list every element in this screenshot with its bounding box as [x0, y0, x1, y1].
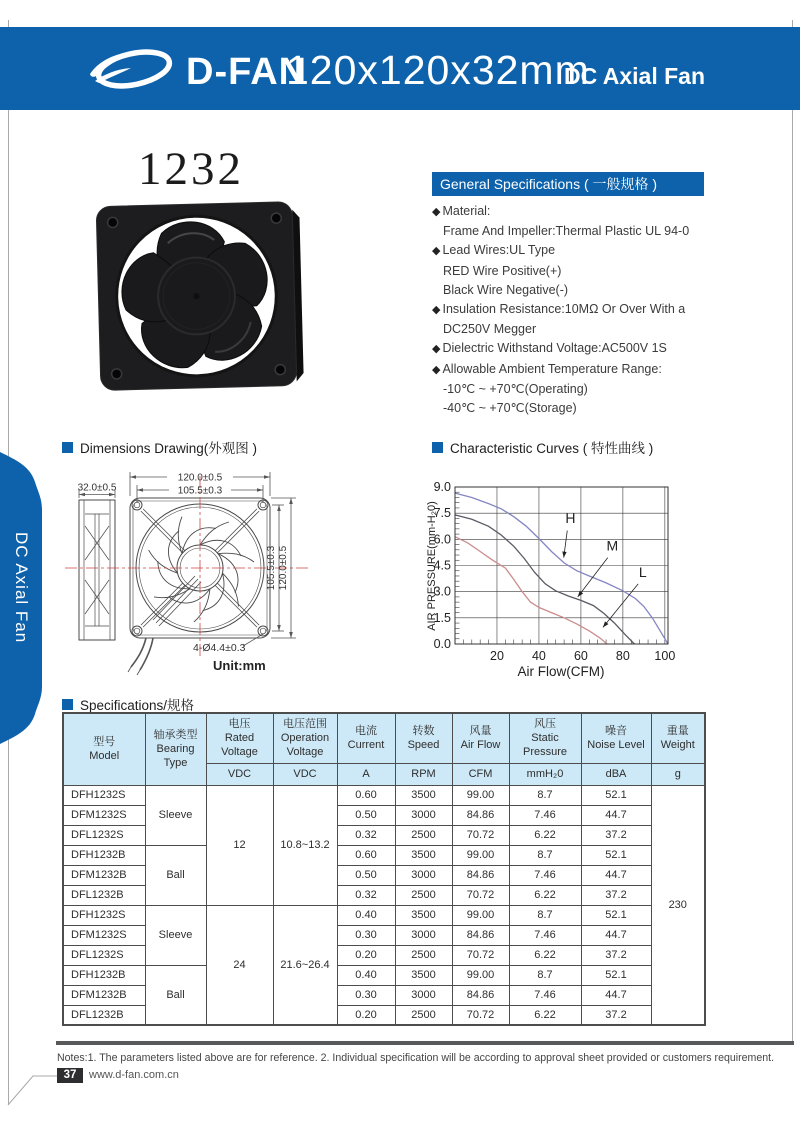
chart-x-tick: 60: [573, 649, 588, 663]
model-number: 1232: [138, 143, 244, 195]
table-cell: 37.2: [581, 885, 651, 905]
page-corner-line: [0, 1070, 60, 1115]
table-cell: 10.8~13.2: [273, 785, 337, 905]
table-cell: DFM1232S: [63, 925, 145, 945]
dim-holes-callout: 4-Ø4.4±0.3: [193, 642, 246, 654]
table-cell: 12: [206, 785, 273, 905]
table-cell: 0.32: [337, 885, 395, 905]
table-cell: 7.46: [509, 985, 581, 1005]
diamond-bullet-icon: ◆: [432, 343, 441, 356]
table-cell: 99.00: [452, 905, 509, 925]
table-cell: 7.46: [509, 925, 581, 945]
diamond-bullet-icon: ◆: [432, 245, 441, 258]
column-unit: CFM: [452, 763, 509, 785]
table-cell: 99.00: [452, 965, 509, 985]
table-cell: 0.50: [337, 865, 395, 885]
chart-y-tick: 3.0: [433, 584, 451, 599]
table-cell: 7.46: [509, 805, 581, 825]
dim-thickness: 32.0±0.5: [77, 482, 117, 494]
chart-x-axis-label: Air Flow(CFM): [517, 664, 605, 679]
brand-logo-icon: [86, 44, 182, 94]
characteristic-curves-chart: [425, 480, 770, 680]
general-specs-header: General Specifications ( 一般规格 ): [432, 172, 704, 196]
general-spec-item: Frame And Impeller:Thermal Plastic UL 94-0: [443, 224, 690, 239]
table-cell: Ball: [145, 965, 206, 1025]
table-cell: 37.2: [581, 945, 651, 965]
table-cell: DFL1232S: [63, 945, 145, 965]
general-spec-item: -10℃ ~ +70℃(Operating): [443, 381, 588, 396]
table-cell: 84.86: [452, 805, 509, 825]
table-cell: 37.2: [581, 1005, 651, 1025]
table-cell: 44.7: [581, 865, 651, 885]
column-unit: mmH₂0: [509, 763, 581, 785]
curve-label-M: M: [606, 537, 619, 554]
table-cell: 7.46: [509, 865, 581, 885]
table-cell: DFL1232B: [63, 1005, 145, 1025]
table-cell: 3500: [395, 845, 452, 865]
column-unit: A: [337, 763, 395, 785]
table-cell: DFM1232B: [63, 865, 145, 885]
diamond-bullet-icon: ◆: [432, 363, 441, 376]
table-cell: 6.22: [509, 825, 581, 845]
table-cell: 0.30: [337, 925, 395, 945]
table-cell: 0.32: [337, 825, 395, 845]
table-cell: 2500: [395, 825, 452, 845]
table-cell: 44.7: [581, 925, 651, 945]
table-cell: 6.22: [509, 945, 581, 965]
section-bullet-icon: [62, 442, 73, 453]
column-unit: dBA: [581, 763, 651, 785]
section-bullet-icon: [62, 699, 73, 710]
dimensions-section-title: [62, 437, 257, 457]
table-cell: 2500: [395, 1005, 452, 1025]
table-cell: 2500: [395, 945, 452, 965]
table-cell: 3500: [395, 905, 452, 925]
diamond-bullet-icon: ◆: [432, 206, 441, 218]
table-row: [63, 785, 705, 805]
column-header: 电压 Rated Voltage: [206, 713, 273, 763]
sidebar-category-label: DC Axial Fan: [12, 532, 31, 644]
column-header: 电压范围 Operation Voltage: [273, 713, 337, 763]
table-cell: 24: [206, 905, 273, 1025]
general-specs-list: [432, 202, 782, 418]
table-cell: 0.60: [337, 785, 395, 805]
table-cell: DFL1232B: [63, 885, 145, 905]
chart-y-tick: 6.0: [433, 532, 451, 547]
product-size-title: 120x120x32mm: [286, 47, 590, 93]
column-header: 转数 Speed: [395, 713, 452, 763]
column-header: 风量 Air Flow: [452, 713, 509, 763]
section-bullet-icon: [432, 442, 443, 453]
column-header: 风压 Static Pressure: [509, 713, 581, 763]
table-cell: 70.72: [452, 885, 509, 905]
chart-y-tick: 9.0: [433, 480, 451, 494]
column-unit: VDC: [206, 763, 273, 785]
general-spec-item: Black Wire Negative(-): [443, 282, 569, 297]
table-cell: 3500: [395, 785, 452, 805]
table-row: [63, 905, 705, 925]
notes-text: Notes:1. The parameters listed above are for reference. 2. Individual specification will be according to approval sheet provided or customers requirement.: [57, 1052, 775, 1064]
table-cell: 2500: [395, 885, 452, 905]
table-cell: 44.7: [581, 985, 651, 1005]
specs-section-title: [62, 694, 194, 714]
general-spec-item: ◆ Lead Wires:UL Type: [432, 243, 556, 258]
dimensions-drawing: [45, 462, 395, 697]
spec-table-wrap: [62, 712, 706, 1026]
column-header: 轴承类型 Bearing Type: [145, 713, 206, 785]
table-cell: 52.1: [581, 905, 651, 925]
table-row: [63, 965, 705, 985]
chart-y-tick: 0.0: [433, 637, 451, 651]
curve-label-H: H: [565, 509, 576, 526]
table-cell: 0.40: [337, 905, 395, 925]
column-header: 电流 Current: [337, 713, 395, 763]
table-cell: DFH1232S: [63, 905, 145, 925]
table-cell: 6.22: [509, 1005, 581, 1025]
table-cell: 3000: [395, 865, 452, 885]
column-unit: RPM: [395, 763, 452, 785]
general-spec-item: -40℃ ~ +70℃(Storage): [443, 401, 577, 416]
table-cell: 84.86: [452, 925, 509, 945]
chart-y-tick: 1.5: [433, 610, 451, 625]
chart-x-tick: 40: [531, 649, 546, 663]
table-cell: 70.72: [452, 945, 509, 965]
dim-unit-label: Unit:mm: [213, 658, 266, 673]
table-cell: 52.1: [581, 785, 651, 805]
table-cell: Sleeve: [145, 905, 206, 965]
fan-product-photo: [90, 196, 308, 398]
table-cell: 21.6~26.4: [273, 905, 337, 1025]
brand-name: D-FAN: [186, 51, 308, 93]
table-cell: 99.00: [452, 845, 509, 865]
dim-width-outer: 120.0±0.5: [177, 472, 223, 484]
table-cell: Sleeve: [145, 785, 206, 845]
table-cell: 230: [651, 785, 705, 1025]
curves-section-title: [432, 437, 653, 457]
table-cell: DFL1232S: [63, 825, 145, 845]
table-cell: 3000: [395, 805, 452, 825]
column-header: 重量 Weight: [651, 713, 705, 763]
table-cell: 0.20: [337, 945, 395, 965]
dim-width-holes: 105.5±0.3: [177, 485, 223, 497]
general-spec-item: RED Wire Positive(+): [443, 263, 562, 278]
page-border-right: [792, 20, 793, 1044]
table-cell: 70.72: [452, 825, 509, 845]
general-spec-item: ◆ Dielectric Withstand Voltage:AC500V 1S: [432, 341, 667, 356]
diamond-bullet-icon: ◆: [432, 304, 441, 317]
page-number-badge: 37: [57, 1068, 83, 1083]
table-cell: 3000: [395, 985, 452, 1005]
table-cell: 8.7: [509, 845, 581, 865]
table-cell: 84.86: [452, 865, 509, 885]
table-cell: DFM1232S: [63, 805, 145, 825]
table-cell: 52.1: [581, 845, 651, 865]
table-cell: 0.20: [337, 1005, 395, 1025]
bottom-rule: [56, 1041, 794, 1045]
general-spec-item: ◆ Material:: [432, 204, 491, 218]
table-cell: 0.60: [337, 845, 395, 865]
table-cell: DFM1232B: [63, 985, 145, 1005]
table-cell: DFH1232S: [63, 785, 145, 805]
dimensions-title-text: Dimensions Drawing(外观图 ): [80, 441, 258, 456]
table-cell: 70.72: [452, 1005, 509, 1025]
chart-y-tick: 4.5: [433, 558, 451, 573]
general-spec-item: ◆ Allowable Ambient Temperature Range:: [432, 361, 662, 376]
table-cell: 3000: [395, 925, 452, 945]
curves-title-text: Characteristic Curves ( 特性曲线 ): [450, 441, 654, 456]
table-cell: 0.30: [337, 985, 395, 1005]
chart-x-tick: 80: [615, 649, 630, 663]
table-cell: 8.7: [509, 785, 581, 805]
website-text: www.d-fan.com.cn: [89, 1069, 179, 1081]
column-unit: g: [651, 763, 705, 785]
specs-title-text: Specifications/规格: [80, 698, 195, 713]
table-cell: 0.40: [337, 965, 395, 985]
table-cell: Ball: [145, 845, 206, 905]
chart-x-tick: 100: [654, 649, 676, 663]
chart-y-tick: 7.5: [433, 506, 451, 521]
table-row: [63, 845, 705, 865]
column-header: 型号 Model: [63, 713, 145, 785]
table-cell: 6.22: [509, 885, 581, 905]
general-spec-item: ◆ Insulation Resistance:10MΩ Or Over With a: [432, 302, 686, 317]
general-spec-item: DC250V Megger: [443, 322, 537, 337]
column-unit: VDC: [273, 763, 337, 785]
table-cell: DFH1232B: [63, 845, 145, 865]
table-cell: 0.50: [337, 805, 395, 825]
table-cell: 8.7: [509, 905, 581, 925]
table-cell: 37.2: [581, 825, 651, 845]
table-cell: DFH1232B: [63, 965, 145, 985]
dim-height-holes: 105.5±0.3: [266, 545, 277, 591]
spec-table: [62, 712, 706, 1026]
table-cell: 52.1: [581, 965, 651, 985]
table-cell: 3500: [395, 965, 452, 985]
chart-y-axis-label: AIR PRESSURE(mm-H₂0): [426, 501, 438, 631]
table-cell: 84.86: [452, 985, 509, 1005]
table-cell: 44.7: [581, 805, 651, 825]
dim-height-outer: 120.0±0.5: [278, 545, 289, 591]
column-header: 噪音 Noise Level: [581, 713, 651, 763]
chart-x-tick: 20: [490, 649, 504, 663]
table-cell: 8.7: [509, 965, 581, 985]
curve-L: [455, 537, 607, 644]
curve-label-L: L: [638, 563, 647, 580]
product-category: DC Axial Fan: [564, 63, 706, 89]
table-cell: 99.00: [452, 785, 509, 805]
curve-H: [455, 493, 668, 644]
